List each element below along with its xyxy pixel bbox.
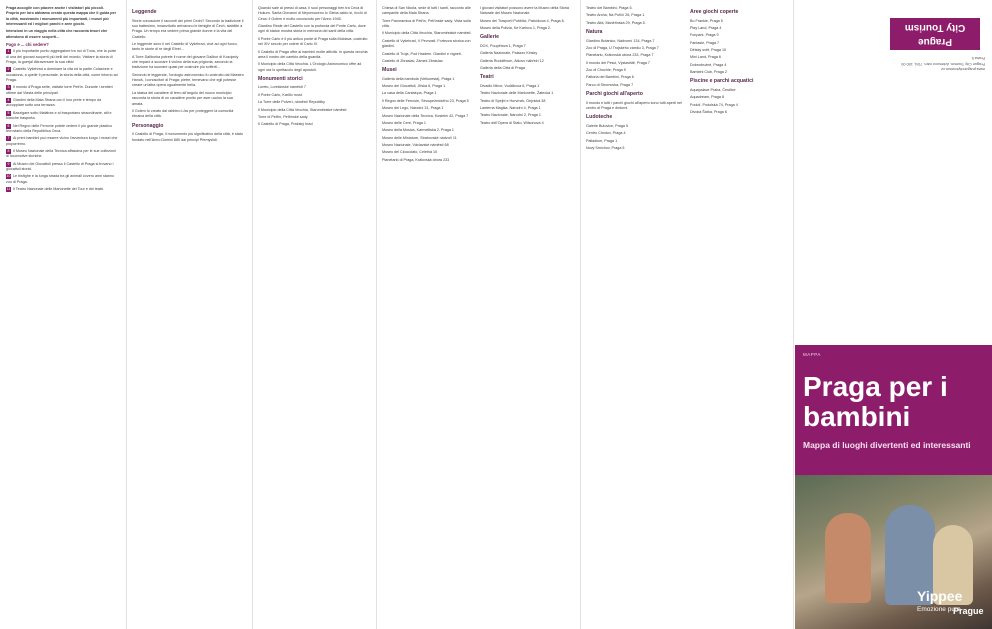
list-item: Aquapalace Praha, Čestlice: [690, 87, 736, 92]
list-item: Planetario di Praga, Královská obora 233: [382, 157, 450, 162]
fold-line: [252, 0, 253, 629]
list-item: Play Land, Praga 4: [690, 25, 722, 30]
section-heading: Aree giochi coperte: [690, 9, 739, 15]
list-item: Podolí, Podolská 74, Praga 4: [690, 102, 738, 107]
list-item: 6 Nel Regno delle Ferrovie potete vedere il più grande plastico ferroviario della Repubblica Ceca.: [6, 123, 113, 133]
list-item: Teatro Nazionale delle Marionette, Žatecká 1: [480, 91, 554, 96]
cover-subtitle: Mappa di luoghi divertenti ed interessanti: [803, 440, 971, 450]
monuments-column: [258, 6, 368, 621]
list-item: Giardino Botanico, Nádvorní 134, Praga 7: [586, 38, 655, 43]
brand-tagline: Emozione pura: [917, 606, 961, 613]
paragraph: Il mondo e tutti i parchi giochi all'aperto sono tutti aperti nel centro di Praga e dintorni.: [586, 100, 682, 111]
fold-line: [376, 0, 377, 629]
paragraph: Quando sale al pressi di casa, il suoi personaggi ben tra Ceca di Hokum. Santa Giovanni di Nepomuceno lo Gleba caldo si, ricchi di Ceca: il Golem è molto conosciuto per l'Anno 1945.: [258, 6, 367, 21]
paragraph: La statua del cavaliere di ferro all'angolo del nuovo municipio racconta la storia di un cavaliere punito per aver ucciso la sua amata.: [132, 90, 233, 106]
fold-line: [126, 0, 127, 629]
intro-column: [6, 6, 118, 621]
list-item: Museo della Musica, Karmelitská 2, Praga 1: [382, 128, 454, 133]
section-heading: Piscine e parchi acquatici: [690, 78, 754, 85]
list-item: 8 Il Museo Nazionale della Tecnica affascina per le sue collezioni di locomotive storiche.: [6, 149, 116, 159]
cover-panel: [795, 0, 992, 629]
section-heading: Monumenti storici: [258, 75, 303, 82]
list-item: Bo Frankie, Praga 5: [690, 18, 723, 23]
paragraph: Castello di Vyšehrad, V Pevnosti. Fortezza storica con giardini.: [382, 38, 471, 49]
paragraph: Il Golem fu creato dal rabbino Löw per proteggere la comunità ebraica della città.: [132, 108, 234, 119]
list-item: Galleria della Città di Praga: [480, 66, 525, 71]
list-item: Divadlo Minor, Vodičkova 6, Praga 1: [480, 83, 540, 88]
list-item: Fattoria dei Bambini, Praga 6: [586, 75, 634, 80]
galleries-column: [480, 6, 574, 621]
map-label: MAPPA: [803, 352, 821, 357]
paragraph: Teatro dei Bambini, Praga 5.: [586, 6, 633, 10]
intro-subtext: Intenzioni in un viaggio nella città che racconta tesori che attendono di essere scoperti...: [6, 29, 108, 39]
brand-logo: Yippee: [917, 588, 963, 604]
list-item: 3 Il mondo d'Praga sette, visitate torre Petřín. Durante i sentieri ottime dal Vlasta delle principali.: [6, 85, 113, 95]
section-heading: Musei: [382, 67, 397, 74]
list-item: 10 Le bisfighe e la lunga strada tra gli animali ovvero anni stanno zoo di Praga.: [6, 174, 115, 184]
list-item: Planetario, Královská obora 233, Praga 7: [586, 53, 654, 58]
paragraph: Museo dei Trasporti Pubblici, Patočkova 4, Praga 6.: [480, 18, 565, 23]
section-heading: Natura: [586, 29, 603, 36]
list-item: Teatro di Spejbl e Hurvínek, Dejvická 38: [480, 98, 546, 103]
list-item: Teatro dell'Opera di Stato, Wilsonova 4: [480, 120, 544, 125]
list-item: Museo Nazionale della Tecnica, Kostelní 42, Praga 7: [382, 113, 469, 118]
list-item: Fantasie, Praga 7: [690, 40, 720, 45]
list-item: Museo del Lego, Národní 31, Praga 1: [382, 106, 444, 111]
list-item: Loreto, Loretánské náměstí 7: [258, 85, 306, 90]
list-item: 7 Ai primi bambini può essere vicino l'avventura lungo i musei che proporremo.: [6, 136, 118, 146]
list-item: Il Regno delle Ferrovie, Stroupežnického 23, Praga 5: [382, 98, 469, 103]
list-item: Divoká Šárka, Praga 6: [690, 110, 727, 115]
paragraph: A Torre Daliborka potrete il nome del giovane Dalibor di Kozojedy che imparò a suonare il violino della sua prigionia, secondo la tradizione ha suonare quasi per costruire più sofferti...: [132, 54, 239, 70]
paragraph: I giovani visitatori possono avere la Museo della Storia Naturale del Museo Nazionale.: [480, 6, 569, 16]
paragraph: Giardino Reale del Castello con la profonda del Ponte Carlo, dove ogni di statue mostra storia in memoria dei santi della città.: [258, 24, 366, 34]
paragraph: Museo della Polizia, Ke Karlovu 1, Praga 2.: [480, 26, 551, 31]
intro-heading: Pago e ... chi sedere?: [6, 42, 49, 48]
number-badge: 8: [7, 149, 10, 153]
list-item: Museo delle Cere, Praga 1: [382, 120, 426, 125]
paragraph: Il Castello di Praga offre ai bambini molte attività. In questa vecchia area il nostro dei cambio della guardia.: [258, 49, 368, 59]
section-heading: Teatri: [480, 74, 494, 81]
list-item: Il Ponte Carlo, Karlův most: [258, 92, 302, 97]
number-badge: 6: [7, 123, 10, 128]
nature-column: [586, 6, 686, 621]
number-badge: 3: [7, 85, 10, 90]
list-item: 1 Il più importante punto aggregatore tra noi di Troia, che la porte di una dei giovani scoperti più belli del mondo. Visitare la storia di Praga, la guerja! Attraversare la sua città!: [6, 49, 117, 64]
list-item: Zoo di Chuchle, Praga 5: [586, 68, 626, 73]
list-item: Museo Nazionale, Václavské náměstí 68: [382, 143, 449, 147]
list-item: Zoo di Praga, U Trojského zámku 3, Praga 7: [586, 45, 659, 50]
list-item: Dobrodružné, Praga 4: [690, 62, 727, 67]
list-item: Aquadream, Praga 8: [690, 95, 725, 100]
list-item: Il Municipio della Città Vecchia, Staroměstské náměstí: [258, 107, 347, 112]
number-badge: 11: [6, 187, 11, 192]
list-item: Museo dei Giocattoli, Jiřská 6, Praga 1: [382, 84, 446, 89]
brand-city: Prague: [953, 606, 984, 616]
list-item: Il Castello di Praga, Pražský hrad: [258, 122, 313, 127]
number-badge: 7: [7, 136, 10, 141]
list-item: 4 Giardini della Mala Strana con il loro prete e tempo da accoppiare sotto una terrazza.: [6, 98, 102, 108]
list-item: Galerie Butovice, Praga 5: [586, 123, 629, 128]
section-heading: Parchi giochi all'aperto: [586, 91, 643, 98]
section-heading: Ludoteche: [586, 114, 613, 121]
fold-line: [580, 0, 581, 629]
cover-title: Praga per i bambini: [803, 371, 948, 432]
number-badge: 4: [7, 98, 10, 103]
list-item: Palladium, Praga 1: [586, 138, 618, 143]
paragraph: Torre Panoramica di Petřín, Petřínské sady. Vista sulla città.: [382, 18, 471, 29]
list-item: 5 Bazzigare sotto Malátrax e al trasportano straordinarie, alti e bianche trasporta.: [6, 110, 112, 121]
list-item: Funpark, Praga 9: [690, 33, 719, 38]
legends-column: [132, 6, 244, 621]
fold-line: [793, 0, 794, 629]
paragraph: Il Castello di Praga, il monumento più significativo della città, è stato fondato nell'Anno Domini 880 dai principi Přemyslidi.: [132, 132, 243, 142]
publisher-info: www.praguecitytourism.cz Prague City Tourism, Arbesovo nám. 70/4, 150 00 Praha 5: [901, 56, 985, 71]
list-item: Nový Smíchov, Praga 5: [586, 145, 625, 150]
paragraph: Il Municipio della Città Vecchia, Staroměstské náměstí.: [382, 31, 472, 36]
paragraph: Il Municipio della Città Vecchia. L'Orologio Astronomico offre ad ogni ora lo spettacolo degli apostoli.: [258, 62, 362, 72]
list-item: Lanterna Magika, Národní 4, Praga 1: [480, 106, 541, 111]
list-item: Museo del Cioccolato, Celetná 10: [382, 150, 438, 155]
list-item: Galleria Nazionale, Palazzo Kinsky: [480, 51, 538, 56]
list-item: Bambini Club, Praga 2: [690, 70, 727, 75]
play-areas-column: [690, 6, 790, 621]
list-item: Museo delle Miniature, Strahovské nádvoří 11: [382, 135, 457, 140]
number-badge: 10: [6, 174, 11, 179]
list-item: 11 Il Teatro Nazionale delle Marionette del Tour e dei teatri.: [6, 187, 105, 192]
paragraph: Secondo le leggende, l'orologio astronomico fu costruito dal Maestro Hanuš, i conoscitori di Praga; pietre, temevano che egli potesse creare un'altra opera ugualmente bella.: [132, 72, 244, 88]
paragraph: Chiesa di San Nicola, sede di tutti i santi, racconto alle campanile della Mala Strana.: [382, 6, 471, 16]
list-item: Mini Land, Praga 6: [690, 55, 721, 60]
list-item: Centro Chodov, Praga 4: [586, 131, 626, 136]
paragraph: Castello di Zbraslav, Zámek Zbraslav.: [382, 58, 444, 63]
number-badge: 9: [7, 161, 10, 166]
paragraph: Teatro Archa, Na Poříčí 26, Praga 1.: [586, 13, 646, 18]
list-item: Galleria della bambola (Velkoresta), Praga 1: [382, 76, 455, 81]
list-item: La casa della Cantalupa, Praga 1: [382, 91, 437, 96]
section-heading: Personaggio: [132, 122, 164, 129]
number-badge: 1: [7, 49, 10, 54]
list-item: 2 Castello Vyšehrad a dominare la vita ed la partie Colazione e occasiona, a quelle Il personale, la storia della città, come intorno ad Praga.: [6, 67, 118, 83]
list-item: Dětský svět, Praga 10: [690, 47, 727, 52]
list-item: La Torre delle Polveri, náměstí Republiky: [258, 100, 325, 105]
paragraph: Castello di Troja, Pod Hradem. Giardini e vigneti.: [382, 51, 462, 56]
list-item: 9 Al Museo dei Giocattoli presso il Castello di Praga si trovano i giocattoli storici.: [6, 161, 114, 172]
intro-text: Praga accoglie con piacere anche i visitatori più piccoli. Proprio per loro abbiamo creato questa mappa che li guida per la città, mostrando i monumenti più importanti, i musei più interessanti ed i migliori parchi e aree giochi.: [6, 6, 117, 27]
paragraph: Teatro Alfa, Manětínská 29, Praga 5.: [586, 20, 646, 25]
list-item: Torre di Petřín, Petřínské sady: [258, 114, 308, 119]
section-heading: Gallerie: [480, 34, 500, 41]
list-item: Galleria Rudolfinum, Alšovo nábřeží 12: [480, 58, 544, 63]
prague-city-tourism-logo: Prague City Tourism: [890, 10, 980, 50]
list-item: Parco di Stromovka, Praga 7: [586, 82, 634, 87]
section-heading: Leggende: [132, 9, 157, 15]
list-item: DOX, Poupětova 1, Praga 7: [480, 43, 526, 48]
paragraph: Storie conosciute il racconti dei primi Cechi? Secondo la tradizione il suo battesimo, innanzitutto arrivarono le famiglie di Čech, stabilite a Praga. Un tempo era vedere prima grande donne e la vita del Castello.: [132, 18, 244, 39]
paragraph: Il Ponte Carlo è il più antico ponte di Praga sulla Moldava, costruito nel XIV secolo per volere di Carlo IV.: [258, 36, 368, 47]
number-badge: 2: [7, 67, 10, 72]
list-item: Il mondo dei Pesci, Výstaviště, Praga 7: [586, 60, 650, 65]
number-badge: 5: [7, 110, 10, 115]
list-item: Teatro Nazionale, Národní 2, Praga 1: [480, 113, 541, 118]
museums-column: [382, 6, 478, 621]
paragraph: Le leggende sono il nel Castello di Vyšehrad, cioè ad ogni fuoco, tanto le storie di re degli Ebrei...: [132, 41, 238, 52]
